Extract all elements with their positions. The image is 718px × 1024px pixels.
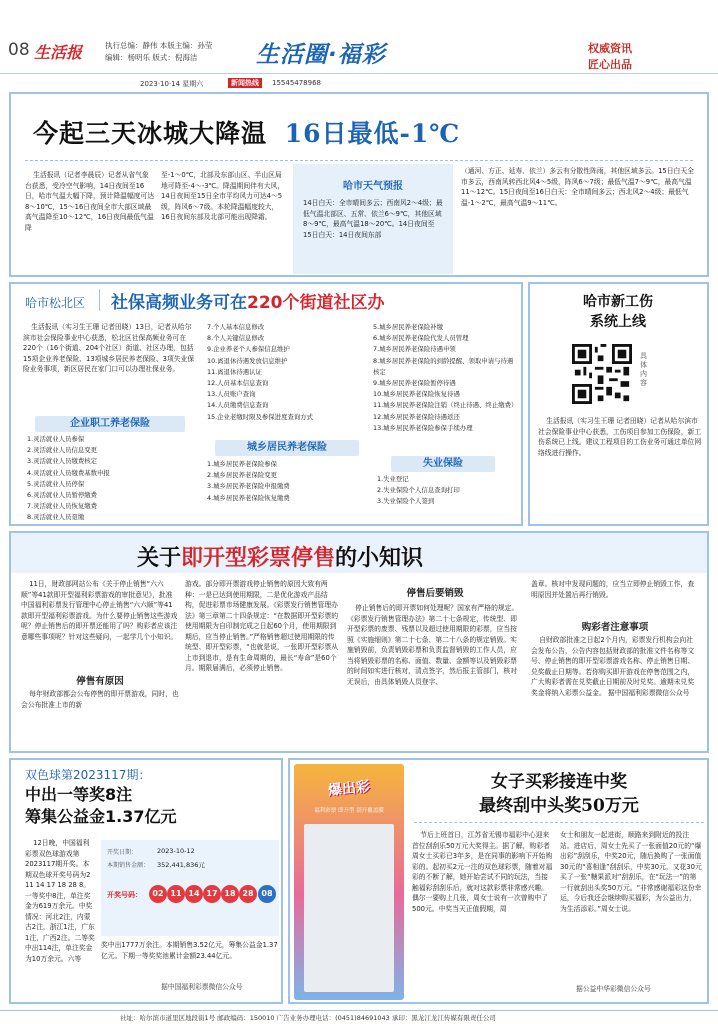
- lottery-col-2: 游戏。部分即开票游戏停止销售的原因大致有两种：一是已达到使用期限，二是优化游戏产品结构，促进彩票市场健康发展。《彩票发行销售管理办法》第三章第二十四条规定：“在数据即开型彩票的使用期限为自印制完成之日起60个月，使用期限到期后，应当停止销售。”严格销售超过使用期限的传统型、即开型彩票，“也就是说，一张即开型彩票从上市到退市，是有生命周期的，最长“寿命”是60个月。期限届满后，必须停止销售。: [185, 580, 339, 672]
- weather-headline-temp: 16日最低-1℃: [284, 119, 461, 148]
- social-security-section: [9, 282, 523, 526]
- resident-pension-title: 城乡居民养老保险: [215, 440, 359, 456]
- sales-label: 本期销售金额：: [107, 862, 150, 869]
- staff-line-2: 编辑：杨明乐 版式：倪海洁: [105, 53, 198, 62]
- enterprise-pension-list-cont: [207, 322, 367, 423]
- social-intro: 生活报讯（实习生王珊 记者田晓）13日，记者从哈尔滨市社会保险事业中心获悉，松北区社保高频业务可在220个（16个街道、204个社区）街道、社区办理，包括15项企业养老保险、13项城乡居民养老保险、3项失业保险业务事项，新区居民在家门口可以办理社保业务。: [23, 323, 195, 373]
- list-item: 7.个人基本信息修改: [207, 323, 265, 331]
- ssq-col-2: 奖中出1777万余注。本期销售3.52亿元，筹集公益金1.37亿元。下期一等奖奖池累计金额23.44亿元。: [101, 941, 278, 960]
- list-item: 11.城乡居民养老保险注销（终止待遇、终止缴费）: [373, 401, 518, 410]
- list-item: 8.城乡居民养老保险的到龄提醒、领取申请与待遇核定: [373, 356, 514, 376]
- lottery-headline-post: 的小知识: [335, 545, 424, 571]
- list-item: 8.个人关键信息修改: [207, 334, 265, 343]
- scratch-headline: [414, 770, 704, 818]
- list-item: 1.灵活就业人员参保: [27, 435, 85, 443]
- scratch-win-section: [288, 758, 709, 1004]
- qr-caption: 具体内容: [640, 352, 647, 387]
- unemployment-list: [377, 474, 517, 508]
- slogan-1: 权威资讯: [588, 42, 632, 55]
- list-item: 8.灵活就业人员趸缴: [27, 513, 85, 522]
- winning-number-label: 开奖号码：: [107, 891, 142, 899]
- list-item: 11.离退休待遇认证: [207, 367, 262, 376]
- sales-value: 352,441,836元: [157, 861, 205, 869]
- subhead-notice: 购彩者注意事项: [581, 622, 649, 633]
- list-item: 3.灵活就业人员缴费核定: [27, 457, 98, 466]
- ssq-source: 据中国福利彩票微信公众号: [161, 983, 243, 991]
- subhead-reason: 停售有原因: [76, 676, 124, 687]
- social-kicker: 哈市松北区: [25, 296, 86, 310]
- list-item: 2.失业保险个人信息查询打印: [377, 486, 460, 495]
- list-item: 7.城乡居民养老保险待遇申领: [373, 345, 456, 354]
- weather-section: [9, 92, 709, 277]
- lottery-headline: [137, 541, 423, 572]
- scratch-col-2: 女士和朋友一起进街，顺路来到附近的投注站。进店后，周女士先买了一张面值20元的“爆出彩”刮刮乐，中奖20元，随后换购了一张面值30元的“喜相逢”刮刮乐，中奖30元，又花30元买了一张“糖果派对”刮刮乐，在“玩法一”的第一行就刮出头奖50万元。“非常感谢福彩这份幸运，今后我还会继续购买福彩，为公益出力，为生活添彩。”周女士说。: [560, 831, 702, 913]
- ssq-headline-a: 中出一等奖8注: [25, 785, 133, 804]
- scratch-headline-b: 最终刮中头奖50万元: [479, 796, 639, 816]
- lottery-col-1: 11日，财政部网站公布《关于停止销售“六六顺”等41款即开型福利彩票游戏的审批意见》，批准中国福利彩票发行管理中心停止销售“六六顺”等41款即开型福利彩票游戏。为什么要停止销售这些游戏呢？停止销售后的即开票还能用了吗？购彩者应该注意哪些事项呢？针对这些疑问，一起学几个小知识。: [21, 580, 178, 641]
- draw-date-value: 2023-10-12: [157, 847, 195, 855]
- weather-forecast-box: [293, 164, 453, 274]
- staff-line-1: 执行总编：静伟 本版主编：孙莹: [105, 41, 213, 50]
- weather-col-1: 生活报讯（记者李晨辰）记者从省气象台获悉，受冷空气影响，14日夜间至16日，哈市气温大幅下降，预计降温幅度可达8～10℃，15～16日夜间全市大部区域最高气温降至10～12℃，16日夜间最低气温降: [25, 171, 155, 232]
- unemployment-title: 失业保险: [391, 456, 495, 472]
- list-item: 13.城乡居民养老保险参保手续办理: [373, 423, 473, 432]
- red-ball: 11: [167, 885, 185, 903]
- red-ball: 14: [185, 885, 203, 903]
- work-injury-title-a: 哈市新工伤: [583, 294, 653, 310]
- list-item: 9.企业养老个人参保信息维护: [207, 345, 290, 354]
- enterprise-pension-title: 企业职工养老保险: [35, 416, 185, 432]
- red-ball: 28: [239, 885, 257, 903]
- page-number: 08: [8, 40, 30, 60]
- forecast-title: 哈市天气预报: [343, 181, 403, 192]
- list-item: 4.城乡居民养老保险恢复缴费: [207, 493, 290, 502]
- lottery-knowledge-section: [9, 531, 709, 753]
- work-injury-title: [538, 292, 698, 332]
- list-item: 12.人员基本信息查询: [207, 379, 269, 388]
- ssq-col-1: 12日晚，中国福利彩票双色球游戏第2023117期开奖。本期双色球开奖号码为2 11 14 17 18 28 8。一等奖中8注，单注奖金为619万余元。中奖情况：河北2注，内蒙古2注，浙江1注，广东1注，广西2注。二等奖中出114注，单注奖金为10万余元。六等: [25, 839, 95, 963]
- list-item: 6.灵活就业人员暂停缴费: [27, 491, 98, 500]
- list-item: 4.灵活就业人员缴费基数申报: [27, 468, 110, 477]
- lottery-col-3: 停止销售后的即开票如何处理呢？国家有严格的规定。《彩票发行销售管理办法》第二十七条规定，传统型、即开型彩票的废票、残票以及超过使用期限的彩票，应当按照《实施细则》第二十七条、第二十八条的规定销毁。实施销毁前，负责销毁彩票和负责监督销毁的工作人员，应当将销毁彩票的名称、面值、数量、金额等以及销毁彩票的时间如实进行核对，清点签字，然后报主管部门，核对无误后，由具体销毁人员登字、: [347, 604, 519, 686]
- ssq-draw-panel: [101, 840, 279, 936]
- forecast-text: 14日白天：全市晴间多云；西南风2～4级；最低气温北部区、五常、依兰6～9℃，其他区域8～9℃，最高气温18～20℃。14日夜间至15日白天：14日夜间东部: [303, 199, 443, 239]
- scratch-headline-a: 女子买彩接连中奖: [491, 772, 627, 792]
- resident-pension-list-cont: [373, 322, 519, 434]
- draw-date-label: 开奖日期：: [107, 849, 138, 856]
- weather-col-2: 至-1～0℃，北部及东部山区、半山区局地可降至-4～-3℃。降温期间伴有大风，14日夜间至15日全市平均风力可达4～5级，阵风6～7级。本轮降温幅度较大，16日夜间东部及北部可能出现降霜。: [161, 171, 285, 221]
- list-item: 5.灵活就业人员停保: [27, 479, 85, 488]
- paper-name: 生活报: [34, 43, 83, 62]
- list-item: 9.城乡居民养老保险暂停待遇: [373, 379, 456, 388]
- list-item: 7.灵活就业人员恢复缴费: [27, 502, 98, 511]
- list-item: 13.人员账户查询: [207, 390, 256, 399]
- list-item: 2.城乡居民养老保险变更: [207, 471, 278, 480]
- ssq-period: 双色球第2023117期：: [25, 768, 151, 782]
- hotline-number: 15545478968: [272, 79, 321, 87]
- scratch-source: 据公益中华彩微信公众号: [576, 985, 651, 993]
- lottery-headline-pre: 关于: [137, 545, 182, 571]
- list-item: 14.人员缴费信息查询: [207, 401, 269, 410]
- list-item: 3.城乡居民养老保险申报缴费: [207, 482, 290, 491]
- list-item: 5.城乡居民养老保险补缴: [373, 323, 444, 331]
- scratch-col-1: 节后上班首日，江苏省无锡市福彩中心迎来首位刮刮乐50万元大奖得主。据了解，购彩者周女士买彩已3年多，是在同事的影响下开始购彩的。起初买2元一注的双色球彩票，随着对福彩的不断了解，她开始尝试不同的玩法，当接触福彩刮刮乐后，就对这款彩票非常感兴趣。偶尔一要购上几张，周女士说有一次曾购中了500元。中奖当天正值假期，周: [412, 831, 553, 913]
- qr-code-image: [572, 344, 632, 404]
- social-headline-a: 社保高频业务可在: [111, 293, 247, 313]
- weather-headline-main: 今起三天冰城大降温: [33, 119, 268, 148]
- list-item: 15.企业老缴时限及参保进度查询方式: [207, 412, 314, 421]
- lottery-headline-mid: 即开型彩票停售: [181, 545, 336, 571]
- work-injury-title-b: 系统上线: [590, 314, 646, 330]
- ssq-headline: [25, 784, 176, 828]
- scratch-ticket-image: [294, 764, 404, 1000]
- list-item: 1.城乡居民养老保险参保: [207, 460, 278, 468]
- list-item: 3.失业保险个人签到: [377, 497, 435, 506]
- work-injury-section: [528, 282, 709, 526]
- slogan-2: 匠心出品: [588, 58, 632, 71]
- issue-date: 2023·10·14 星期六: [140, 80, 204, 88]
- lottery-col-1b: 每年财政部都会公布停售的即开票游戏，同时，也会公布批准上市的新: [21, 690, 179, 709]
- subhead-after: 停售后要销毁: [406, 588, 464, 599]
- ticket-title: 爆出彩: [327, 778, 371, 800]
- work-injury-text: 生活报讯（实习生王珊 记者田晓）记者从哈尔滨市社会保险事业中心获悉，工伤项目参加工伤保险，新工伤系统已上线。建议工程项目的工伤业务可通过单位网络线进行操作。: [538, 417, 702, 457]
- lottery-col-4b: 自财政部批准之日起2个月内，彩票发行机构会向社会发布公告，公告内容包括财政部的批准文件名称等文号、停止销售的即开型彩票游戏名称、停止销售日期、兑奖截止日期等。若你购买即开游戏在停售范围之内，广大购彩者需在兑奖截止日期前及时兑奖。逾期未兑奖奖金将纳入彩票公益金。 据中国福利彩票微信公众号: [531, 636, 695, 697]
- weather-col-4: （通河、方正、延寿、依兰）多云有分散性阵雨，其他区域多云。15日白天全市多云，西南风转西北风4～5级，阵风6～7级；最低气温7～9℃，最高气温11～12℃。15日夜间至16日白天：全市晴间多云；西北风2～4级；最低气温-1～2℃，最高气温9～11℃。: [461, 167, 694, 207]
- scratch-area: [304, 824, 394, 992]
- weather-headline: [33, 114, 460, 150]
- list-item: 1.失业登记: [377, 475, 409, 483]
- list-item: 10.城乡居民养老保险恢复待遇: [373, 390, 460, 399]
- section-title: 生活圈·福彩: [256, 42, 386, 68]
- red-ball: 02: [149, 885, 167, 903]
- enterprise-pension-list: [27, 434, 197, 524]
- red-ball: 18: [221, 885, 239, 903]
- list-item: 6.城乡居民养老保险代发人员管理: [373, 334, 469, 343]
- resident-pension-list: [207, 459, 367, 504]
- social-headline: [111, 288, 385, 313]
- footer-info: 社址：哈尔滨市道里区地段街1号 邮政编码：150010 广告业务办理电话：(0451)84691043 承印：黑龙江龙江传媒有限责任公司: [120, 1014, 496, 1022]
- lottery-col-4: 盖章。核对中发现问题的，应当立即停止销毁工作，查明原因并处置后再行销毁。: [531, 580, 695, 599]
- masthead: [0, 0, 718, 92]
- hotline-label: 新闻热线: [228, 78, 262, 88]
- list-item: 12.城乡居民养老保险待遇返还: [373, 412, 460, 421]
- blue-ball: 08: [258, 885, 276, 903]
- list-item: 2.灵活就业人员信息变更: [27, 446, 98, 455]
- social-headline-b: 220个街道社区办: [247, 293, 385, 313]
- red-ball: 17: [203, 885, 221, 903]
- ssq-headline-b: 筹集公益金1.37亿元: [25, 807, 177, 826]
- list-item: 10.离退休待遇发放信息维护: [207, 356, 288, 365]
- ticket-subtitle: 福利彩票 即开型 刮开覆盖膜: [314, 808, 384, 814]
- ssq-section: [9, 758, 283, 1004]
